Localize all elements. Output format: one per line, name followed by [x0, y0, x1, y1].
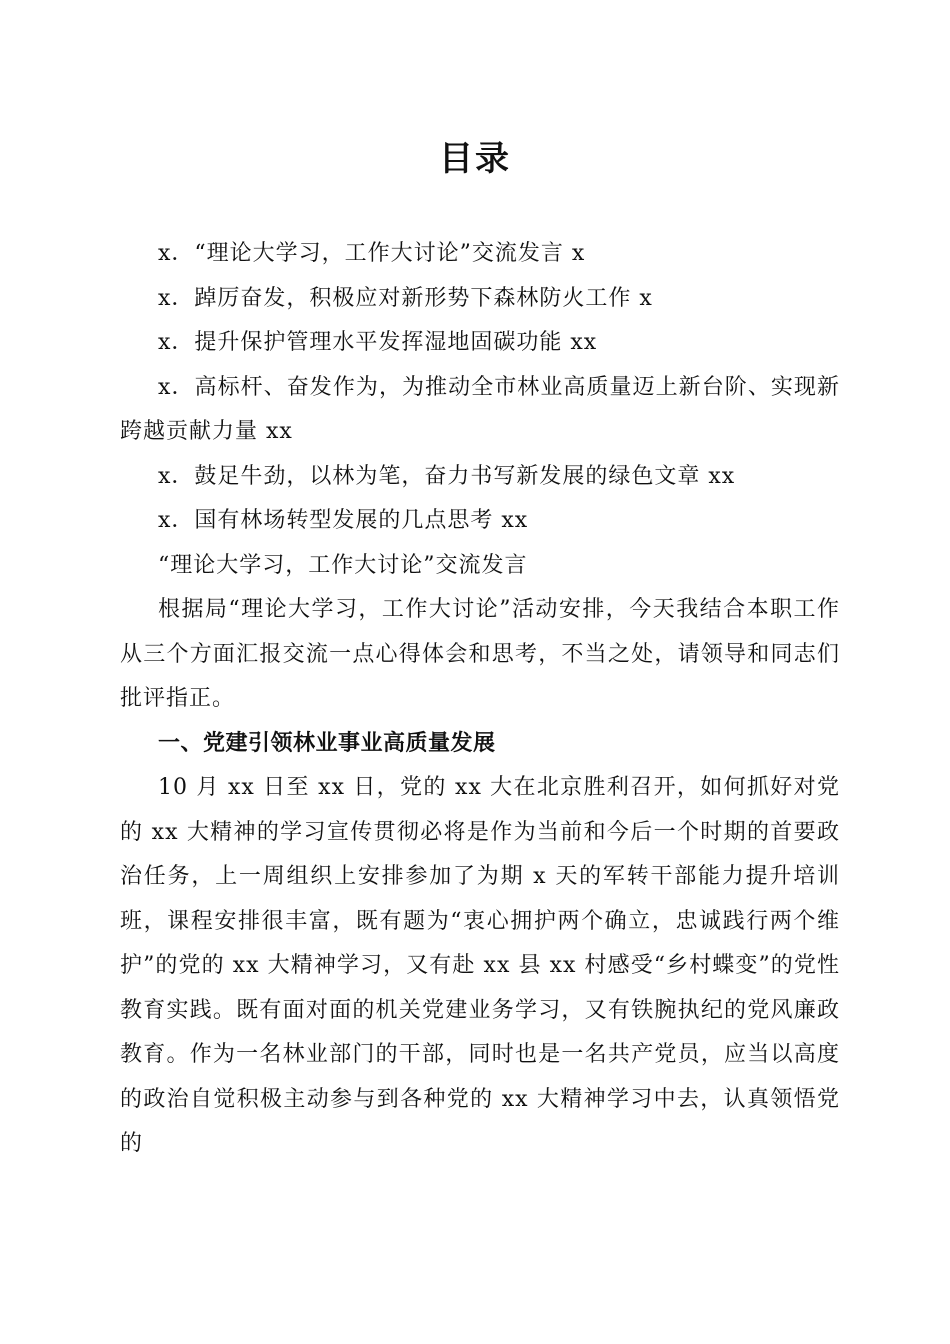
section-body-paragraph: 10 月 xx 日至 xx 日，党的 xx 大在北京胜利召开，如何抓好对党的 xx 大精神的学习宣传贯彻必将是作为当前和今后一个时期的首要政治任务，上一周组织上安排参加了为期 x 天的军转干部能力提升培训班，课程安排很丰富，既有题为“衷心拥护两个确立，忠诚践行两个维护”的党的 xx 大精神学习，又有赴 xx 县 xx 村感受“乡村蝶变”的党性教育实践。既有面对面的机关党建业务学习，又有铁腕执纪的党风廉政教育。作为一名林业部门的干部，同时也是一名共产党员，应当以高度的政治自觉积极主动参与到各种党的 xx 大精神学习中去，认真领悟党的: [120, 775, 840, 1156]
toc-entry-2: x．踔厉奋发，积极应对新形势下森林防火工作 x: [158, 285, 653, 311]
toc-entry-1: x．“理论大学习，工作大讨论”交流发言 x: [158, 241, 586, 266]
toc-entry-3: x．提升保护管理水平发挥湿地固碳功能 xx: [158, 330, 598, 355]
toc-entry-5: x．鼓足牛劲，以林为笔，奋力书写新发展的绿色文章 xx: [158, 463, 736, 489]
toc-entry-6: x．国有林场转型发展的几点思考 xx: [158, 508, 529, 533]
page-title: 目录: [439, 139, 511, 179]
document-body: [120, 232, 840, 1167]
toc-entry-4: x．高标杆、奋发作为，为推动全市林业高质量迈上新台阶、实现新跨越贡献力量 xx: [120, 374, 840, 444]
article-title: “理论大学习，工作大讨论”交流发言: [158, 552, 528, 578]
intro-paragraph: 根据局“理论大学习，工作大讨论”活动安排，今天我结合本职工作从三个方面汇报交流一点心得体会和思考，不当之处，请领导和同志们批评指正。: [120, 597, 840, 711]
section-heading: 一、党建引领林业事业高质量发展: [158, 730, 496, 756]
